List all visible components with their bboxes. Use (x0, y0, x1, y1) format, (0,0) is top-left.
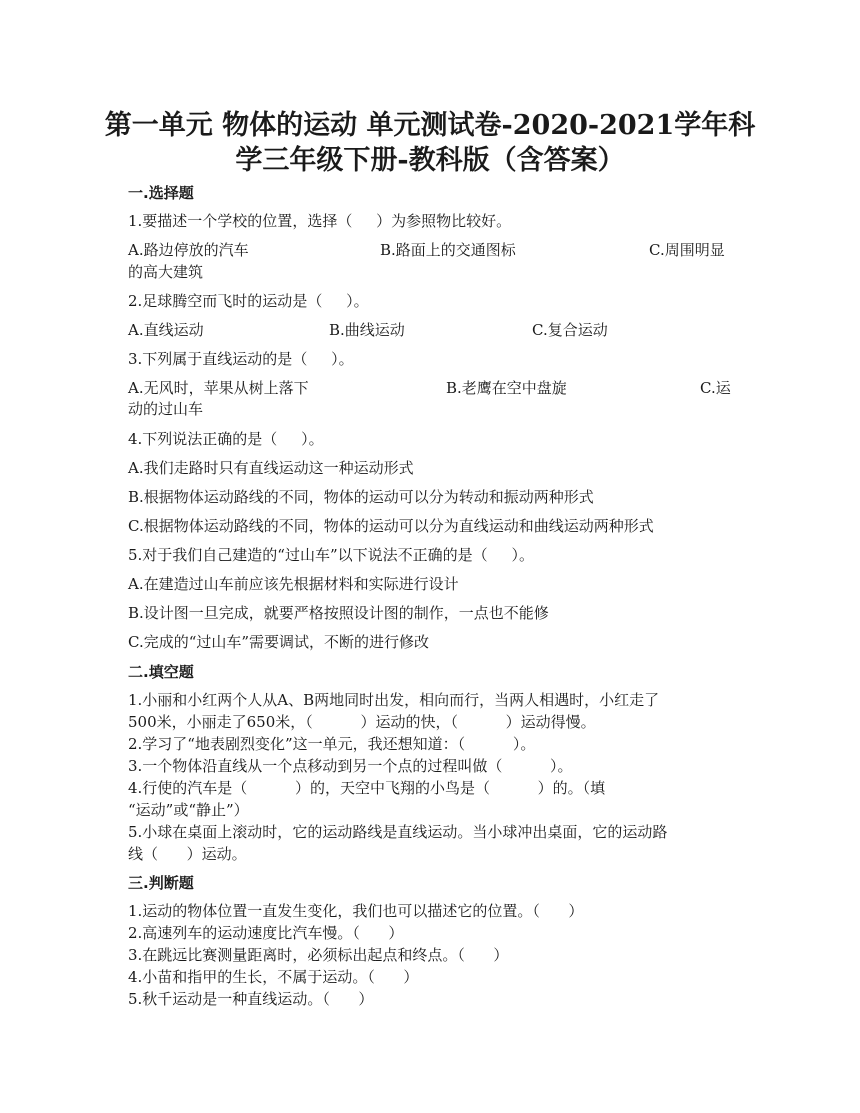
judge-question-5: 5.秋千运动是一种直线运动。（ ） (128, 990, 374, 1008)
fill-question-5-continued: 线（ ）运动。 (128, 845, 247, 863)
question-1-option-c-continued: 的高大建筑 (128, 263, 204, 281)
question-4-option-a: A.我们走路时只有直线运动这一种运动形式 (128, 459, 414, 477)
fill-question-4: 4.行使的汽车是（ ）的，天空中飞翔的小鸟是（ ）的。（填 (128, 779, 606, 797)
question-2-option-b: B.曲线运动 (329, 321, 405, 339)
question-5-option-b: B.设计图一旦完成，就要严格按照设计图的制作，一点也不能修 (128, 604, 549, 622)
section-heading-fill: 二.填空题 (128, 663, 194, 681)
fill-question-1-continued: 500米，小丽走了650米，（ ）运动的快，（ ）运动得慢。 (128, 713, 596, 731)
question-1-option-b: B.路面上的交通图标 (380, 241, 516, 259)
section-heading-judge: 三.判断题 (128, 874, 194, 892)
fill-question-3: 3.一个物体沿直线从一个点移动到另一个点的过程叫做（ ）。 (128, 757, 573, 775)
question-3-option-a: A.无风时，苹果从树上落下 (128, 379, 309, 397)
question-5-option-c: C.完成的“过山车”需要调试，不断的进行修改 (128, 633, 430, 651)
question-1-option-c: C.周围明显 (649, 241, 725, 259)
question-4: 4.下列说法正确的是（ ）。 (128, 430, 324, 448)
question-4-option-b: B.根据物体运动路线的不同，物体的运动可以分为转动和振动两种形式 (128, 488, 594, 506)
question-2-option-c: C.复合运动 (532, 321, 608, 339)
fill-question-4-continued: “运动”或“静止”） (128, 801, 249, 819)
question-4-option-c: C.根据物体运动路线的不同，物体的运动可以分为直线运动和曲线运动两种形式 (128, 517, 654, 535)
fill-question-2: 2.学习了“地表剧烈变化”这一单元，我还想知道：（ ）。 (128, 735, 536, 753)
question-3: 3.下列属于直线运动的是（ ）。 (128, 350, 354, 368)
question-2: 2.足球腾空而飞时的运动是（ ）。 (128, 292, 369, 310)
question-5: 5.对于我们自己建造的“过山车”以下说法不正确的是（ ）。 (128, 546, 534, 564)
question-3-option-b: B.老鹰在空中盘旋 (446, 379, 567, 397)
question-1: 1.要描述一个学校的位置，选择（ ）为参照物比较好。 (128, 212, 512, 230)
document-title: 第一单元 物体的运动 单元测试卷-2020-2021学年科学三年级下册-教科版（含答案） (104, 110, 756, 176)
question-1-option-a: A.路边停放的汽车 (128, 241, 249, 259)
judge-question-2: 2.高速列车的运动速度比汽车慢。（ ） (128, 924, 404, 942)
question-5-option-a: A.在建造过山车前应该先根据材料和实际进行设计 (128, 575, 459, 593)
question-3-option-c-continued: 动的过山车 (128, 400, 204, 418)
question-2-option-a: A.直线运动 (128, 321, 204, 339)
question-3-option-c: C.运 (700, 379, 731, 397)
fill-question-5: 5.小球在桌面上滚动时，它的运动路线是直线运动。当小球冲出桌面，它的运动路 (128, 823, 668, 841)
section-heading-choice: 一.选择题 (128, 184, 194, 202)
judge-question-3: 3.在跳远比赛测量距离时，必须标出起点和终点。（ ） (128, 946, 509, 964)
fill-question-1: 1.小丽和小红两个人从A、B两地同时出发，相向而行，当两人相遇时，小红走了 (128, 691, 660, 709)
judge-question-1: 1.运动的物体位置一直发生变化，我们也可以描述它的位置。（ ） (128, 902, 584, 920)
judge-question-4: 4.小苗和指甲的生长，不属于运动。（ ） (128, 968, 419, 986)
